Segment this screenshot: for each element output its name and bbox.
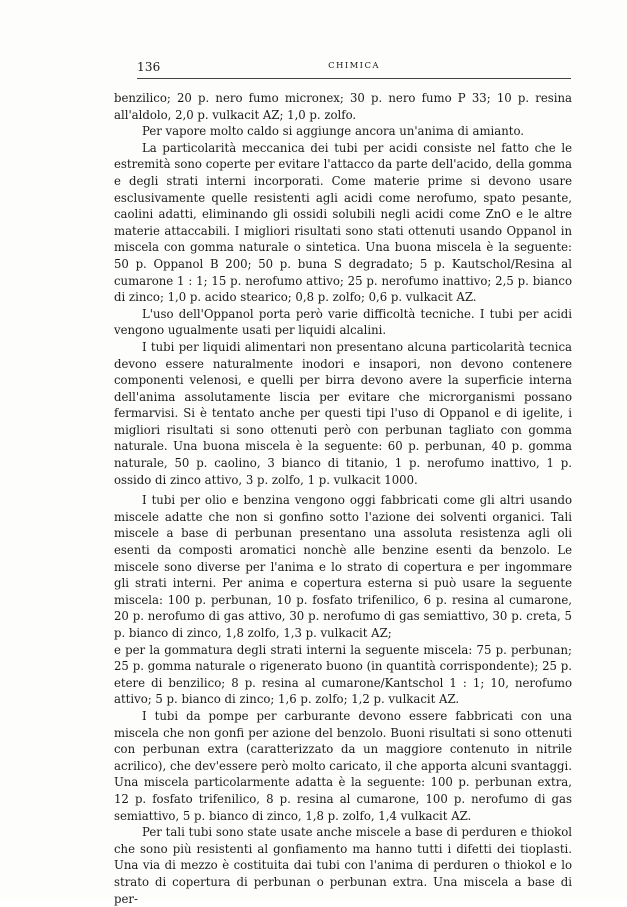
- paragraph: La particolarità meccanica dei tubi per acidi consiste nel fatto che le estremità sono coperte per evitare l'attacco da parte dell'acido, della gomma e degli strati interni incorporati. Come materie prime si devono usare esclusivamente quelle resistenti agli acidi come nerofumo, spato pesante, caolini adatti, eliminando gli ossidi solubili negli acidi come ZnO e le altre materie attaccabili. I migliori risultati sono stati ottenuti usando Oppanol in miscela con gomma naturale o sintetica. Una buona miscela è la seguente: 50 p. Oppanol B 200; 50 p. buna S degradato; 5 p. Kautschol/Resina al cumarone 1 : 1; 15 p. nerofumo attivo; 25 p. nerofumo inattivo; 2,5 p. bianco di zinco; 1,0 p. acido stearico; 0,8 p. zolfo; 0,6 p. vulkacit AZ.: [114, 140, 572, 305]
- paragraph: I tubi da pompe per carburante devono essere fabbricati con una miscela che non gonfi per azione del benzolo. Buoni risultati si sono ottenuti con perbunan extra (caratterizzato da un maggiore contenuto in nitrile acrilico), che dev'essere però molto caricato, il che apporta alcuni svantaggi. Una miscela particolarmente adatta è la seguente: 100 p. perbunan extra, 12 p. fosfato trifenilico, 8 p. resina al cumarone, 100 p. nerofumo di gas semiattivo, 5 p. bianco di zinco, 1,8 p. zolfo, 1,4 vulkacit AZ.: [114, 708, 572, 823]
- body-text: [114, 90, 572, 907]
- page-header: [137, 58, 571, 78]
- paragraph: benzilico; 20 p. nero fumo micronex; 30 p. nero fumo P 33; 10 p. resina all'aldolo, 2,0 p. vulkacit AZ; 1,0 p. zolfo.: [114, 91, 572, 122]
- paragraph: I tubi per olio e benzina vengono oggi fabbricati come gli altri usando miscele adatte che non si gonfino sotto l'azione dei solventi organici. Tali miscele a base di perbunan presentano una assoluta resistenza agli oli esenti da composti aromatici nonchè alle benzine esenti da benzolo. Le miscele sono diverse per l'anima e lo strato di copertura e per ingommare gli strati interni. Per anima e copertura esterna si può usare la seguente miscela: 100 p. perbunan, 10 p. fosfato trifenilico, 6 p. resina al cumarone, 20 p. nerofumo di gas attivo, 30 p. nerofumo di gas semiattivo, 30 p. creta, 5 p. bianco di zinco, 1,8 zolfo, 1,3 p. vulkacit AZ;: [114, 493, 572, 640]
- paragraph: L'uso dell'Oppanol porta però varie difficoltà tecniche. I tubi per acidi vengono ugualmente usati per liquidi alcalini.: [114, 306, 572, 338]
- paragraph: Per vapore molto caldo si aggiunge ancora un'anima di amianto.: [142, 124, 525, 139]
- paragraph: Per tali tubi sono state usate anche miscele a base di perduren e thiokol che sono più resistenti al gonfiamento ma hanno tutti i difetti dei tioplasti. Una via di mezzo è costituita dai tubi con l'anima di perduren o thiokol e lo strato di copertura di perbunan o perbunan extra. Una miscela a base di per-: [114, 825, 572, 906]
- running-head: CHIMICA: [328, 61, 380, 71]
- header-rule: [137, 78, 571, 79]
- page-number: 136: [137, 60, 161, 74]
- paragraph: I tubi per liquidi alimentari non presentano alcuna particolarità tecnica devono essere naturalmente inodori e insapori, non devono contenere componenti velenosi, e quelli per birra devono avere la superficie interna dell'anima assolutamente liscia per evitare che microrganismi possano fermarvisi. Si è tentato anche per questi tipi l'uso di Oppanol e di igelite, i migliori risultati si sono ottenuti però con perbunan tagliato con gomma naturale. Una buona miscela è la seguente: 60 p. perbunan, 40 p. gomma naturale, 50 p. caolino, 3 bianco di titanio, 1 p. nerofumo inattivo, 1 p. ossido di zinco attivo, 3 p. zolfo, 1 p. vulkacit 1000.: [114, 339, 572, 487]
- paragraph: e per la gommatura degli strati interni la seguente miscela: 75 p. perbunan; 25 p. gomma naturale o rigenerato buono (in quantità corrispondente); 25 p. etere di benzilico; 8 p. resina al cumarone/Kantschol 1 : 1; 10, nerofumo attivo; 5 p. bianco di zinco; 1,6 p. zolfo; 1,2 p. vulkacit AZ.: [114, 642, 572, 707]
